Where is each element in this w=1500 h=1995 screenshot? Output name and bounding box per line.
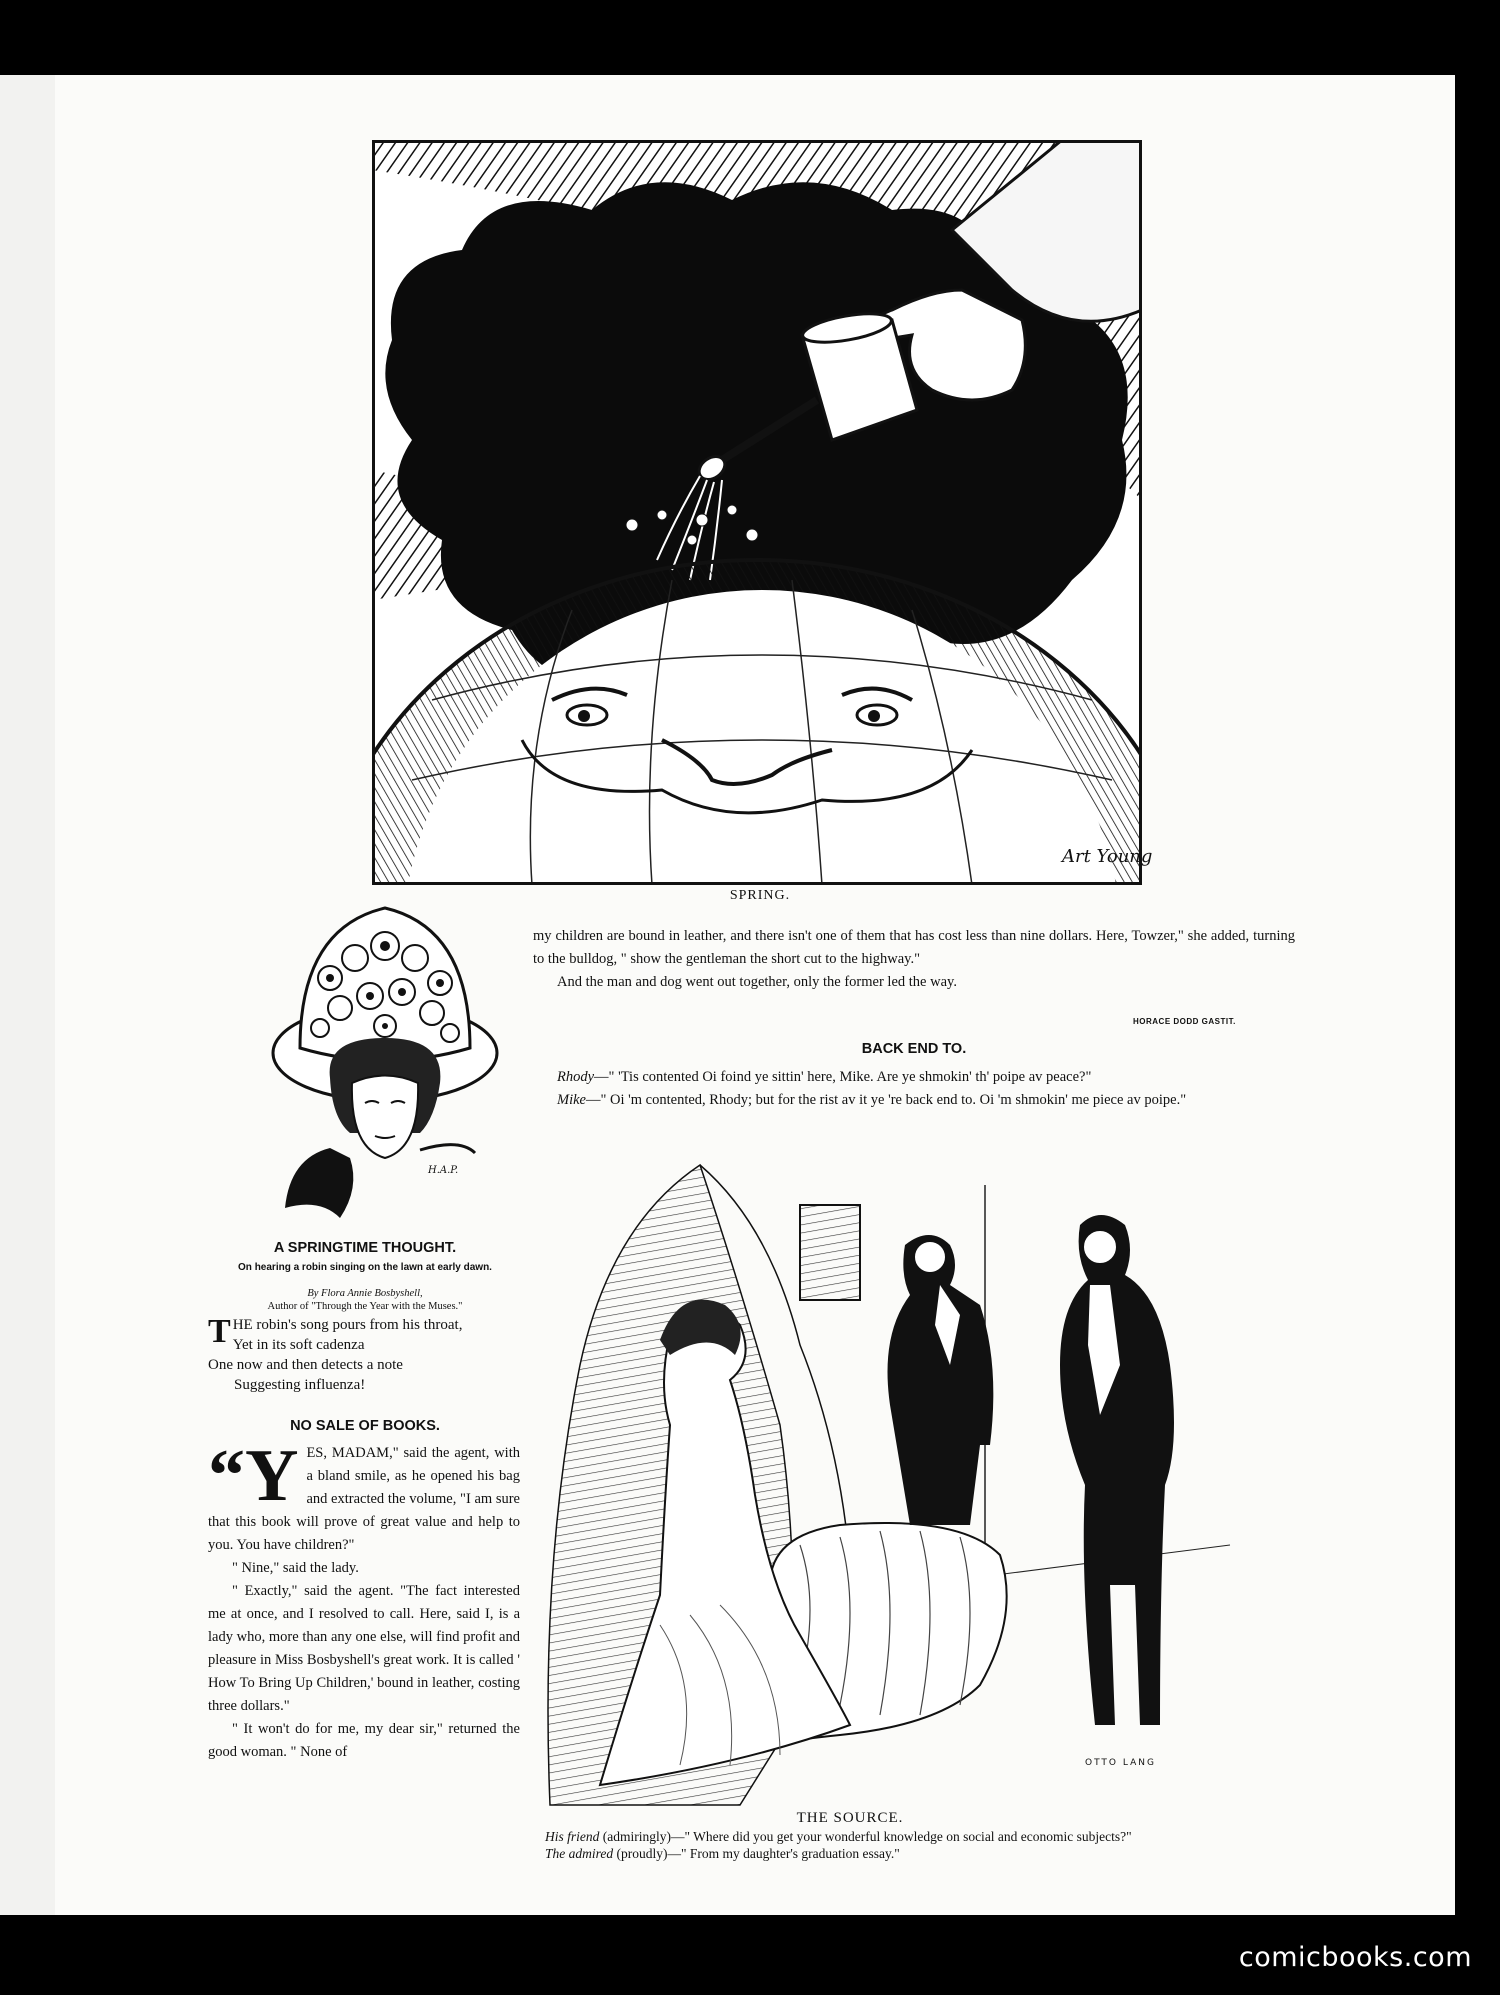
poem-line: Yet in its soft cadenza (232, 1337, 365, 1353)
no-sale-paragraph: " Nine," said the lady. (232, 1560, 359, 1576)
no-sale-paragraph: " It won't do for me, my dear sir," returned the good woman. " None of (208, 1721, 520, 1760)
no-sale-continued (533, 925, 1295, 994)
speaker-name: Rhody (557, 1069, 595, 1085)
source-caption: THE SOURCE. (796, 1810, 904, 1826)
no-sale-column (208, 1435, 520, 1764)
no-sale-drop-cap: “Y (208, 1435, 299, 1517)
poem-line: Suggesting influenza! (234, 1377, 366, 1393)
source-signature: OTTO LANG (1085, 1758, 1156, 1768)
poem-line: One now and then detects a note (208, 1357, 403, 1373)
spring-caption: SPRING. (729, 888, 791, 903)
page-spine (0, 75, 58, 1915)
no-sale-paragraph: ES, MADAM," said the agent, with a bland smile, as he opened his bag and extracted the volume, "I am sure that this book will prove of great value and help to you. You have children?" (208, 1445, 520, 1553)
woman-portrait-illustration (260, 888, 510, 1223)
back-end-dialogue (533, 1066, 1295, 1112)
portrait-initials: H.A.P. (428, 1165, 459, 1176)
no-sale-paragraph: And the man and dog went out together, only the former led the way. (557, 974, 957, 990)
no-sale-paragraph: my children are bound in leather, and there isn't one of them that has cost less than nine dollars. Here, Towzer," she added, turning to the bulldog, " show the gentleman the short cut to the highway." (533, 928, 1295, 967)
spring-signature: Art Young (1062, 846, 1153, 867)
source-dialogue (545, 1828, 1305, 1862)
speaker-name: Mike (557, 1092, 586, 1108)
site-watermark: comicbooks.com (1238, 1942, 1472, 1973)
dialogue-line: —" 'Tis contented Oi foind ye sittin' here, Mike. Are ye shmokin' th' poipe av peace?" (594, 1069, 1092, 1085)
springtime-byline: By Flora Annie Bosbyshell, (307, 1288, 423, 1299)
poem-line: HE robin's song pours from his throat, (232, 1317, 463, 1333)
springtime-title: A SPRINGTIME THOUGHT. (273, 1240, 457, 1256)
spring-illustration (372, 140, 1153, 885)
no-sale-signature: HORACE DODD GASTIT. (1133, 1017, 1236, 1026)
dialogue-line: (admiringly)—" Where did you get your wonderful knowledge on social and economic subjects?" (602, 1829, 1132, 1844)
the-source-illustration (540, 1165, 1230, 1805)
dialogue-line: (proudly)—" From my daughter's graduation essay." (616, 1846, 900, 1861)
springtime-subtitle: On hearing a robin singing on the lawn at early dawn. (238, 1262, 492, 1273)
speaker-name: His friend (545, 1829, 600, 1844)
speaker-name: The admired (545, 1846, 614, 1861)
dialogue-line: —" Oi 'm contented, Rhody; but for the rist av it ye 're back end to. Oi 'm shmokin' me piece av poipe." (585, 1092, 1187, 1108)
back-end-title: BACK END TO. (861, 1041, 967, 1057)
poem-drop-cap: T (208, 1313, 231, 1350)
springtime-author-of: Author of "Through the Year with the Muses." (267, 1301, 463, 1312)
no-sale-title: NO SALE OF BOOKS. (290, 1418, 440, 1434)
no-sale-paragraph: " Exactly," said the agent. "The fact interested me at once, and I resolved to call. Here, said I, is a lady who, more than any one else, will find profit and pleasure in Miss Bosbyshell's great work. It is called ' How To Bring Up Children,' bound in leather, costing three dollars." (208, 1583, 520, 1714)
springtime-poem (208, 1315, 528, 1395)
